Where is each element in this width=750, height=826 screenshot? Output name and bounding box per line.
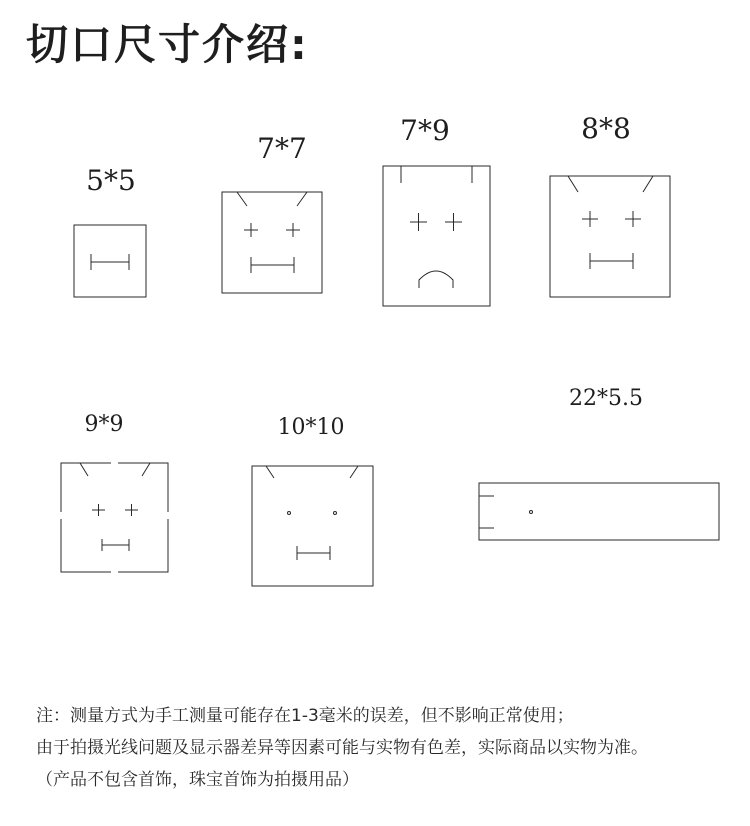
page-title: 切口尺寸介绍: (26, 20, 309, 69)
edge-slits (479, 496, 494, 528)
bar-slot (297, 546, 330, 560)
card-7x9 (383, 114, 490, 306)
size-label-10x10: 10*10 (277, 415, 345, 440)
earring-crosses (92, 504, 138, 516)
notes-section (36, 700, 736, 796)
card-7x7 (222, 132, 322, 293)
bar-slot (590, 253, 633, 269)
size-label-7x7: 7*7 (257, 132, 307, 165)
hang-hole (530, 511, 533, 514)
size-label-7x9: 7*9 (400, 114, 450, 147)
earring-holes (288, 512, 337, 515)
size-label-5x5: 5*5 (86, 164, 136, 197)
bar-slot (251, 257, 294, 273)
earring-crosses (582, 211, 641, 227)
corner-slits (568, 176, 653, 192)
note-measurement: 注：测量方式为手工测量可能存在1-3毫米的误差，但不影响正常使用； (36, 706, 574, 726)
bar-slot (102, 539, 129, 551)
size-label-8x8: 8*8 (581, 112, 631, 145)
card-22x5.5 (479, 386, 719, 540)
card-9x9 (61, 412, 168, 572)
card-8x8 (550, 112, 670, 297)
size-label-22x5.5: 22*5.5 (569, 386, 643, 411)
card-5x5 (74, 164, 146, 297)
card-outline (252, 466, 373, 586)
card-10x10 (252, 415, 373, 586)
bar-slot (91, 254, 129, 270)
card-outline (550, 176, 670, 297)
size-label-9x9: 9*9 (84, 412, 124, 437)
note-jewelry-excluded: （产品不包含首饰，珠宝首饰为拍摄用品） (36, 770, 359, 790)
earring-crosses (410, 213, 462, 231)
note-color-difference: 由于拍摄光线问题及显示器差异等因素可能与实物有色差，实际商品以实物为准。 (36, 738, 648, 758)
corner-slits (80, 463, 150, 476)
card-outline (383, 166, 490, 306)
earring-crosses (244, 223, 300, 237)
arch-slot (419, 271, 453, 288)
corner-slits (266, 466, 358, 478)
card-outline (61, 463, 168, 572)
card-outline (74, 225, 146, 297)
corner-slits (237, 192, 307, 206)
card-outline (222, 192, 322, 293)
card-outline (479, 483, 719, 540)
corner-slits (401, 166, 472, 183)
